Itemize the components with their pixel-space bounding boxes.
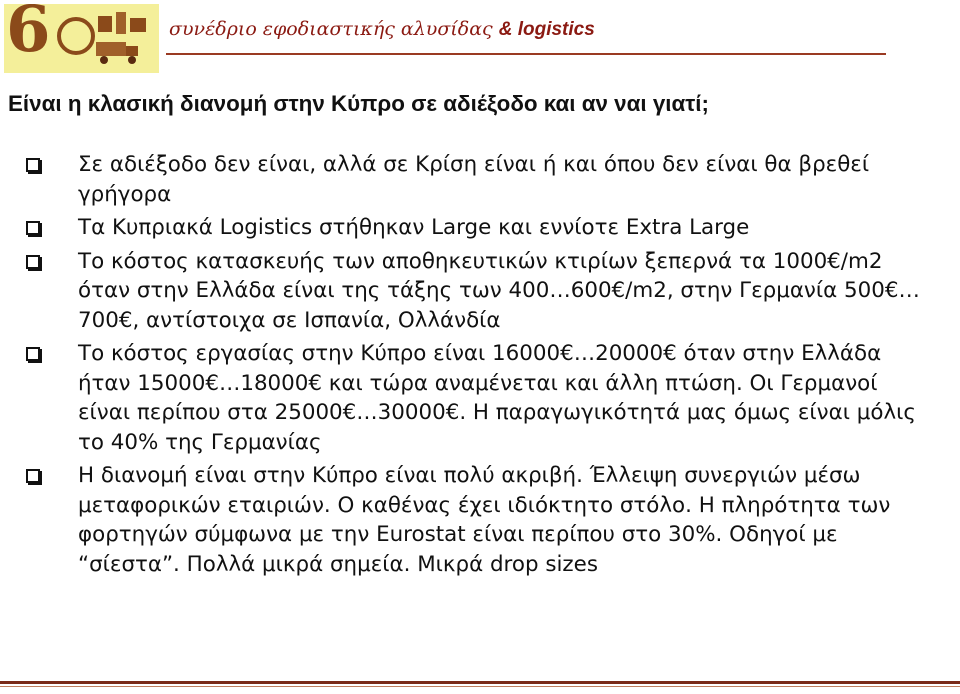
checkbox-bullet-icon	[26, 221, 40, 235]
conference-title-amp: & logistics	[498, 19, 595, 40]
bullet-text: Το κόστος εργασίας στην Κύπρο είναι 16000€…20000€ όταν στην Ελλάδα ήταν 15000€…18000€ και τώρα αναμένεται και άλλη πτώση. Οι Γερμανοί είναι περίπου στα 25000€…30000€. Η παραγωγικότητά μας όμως είναι μόλις το 40% της Γερμανίας	[78, 341, 916, 455]
bullet-item	[26, 461, 926, 579]
bullet-item	[26, 150, 926, 209]
header-divider	[166, 53, 886, 55]
bullet-text: Η διανομή είναι στην Κύπρο είναι πολύ ακριβή. Έλλειψη συνεργιών μέσω μεταφορικών εταιριών. Ο καθένας έχει ιδιόκτητο στόλο. Η πληρότητα των φορτηγών σύμφωνα με την Eurostat είναι περίπου στο 30%. Οδηγοί με “σίεστα”. Πολλά μικρά σημεία. Μικρά drop sizes	[78, 463, 891, 577]
checkbox-bullet-icon	[26, 255, 40, 269]
bullet-text: Τα Κυπριακά Logistics στήθηκαν Large και εννίοτε Extra Large	[78, 215, 750, 240]
footer-divider-thin	[0, 686, 960, 687]
logo-number: 6	[6, 4, 51, 67]
footer-divider	[0, 681, 960, 684]
bullet-item	[26, 247, 926, 336]
bullet-list	[26, 150, 926, 583]
bullet-text: Σε αδιέξοδο δεν είναι, αλλά σε Κρίση είναι ή και όπου δεν είναι θα βρεθεί γρήγορα	[78, 152, 870, 207]
bullet-item	[26, 339, 926, 457]
checkbox-bullet-icon	[26, 158, 40, 172]
slide-title: Είναι η κλασική διανομή στην Κύπρο σε αδιέξοδο και αν ναι γιατί;	[8, 91, 709, 116]
checkbox-bullet-icon	[26, 469, 40, 483]
bullet-text: Το κόστος κατασκευής των αποθηκευτικών κτιρίων ξεπερνά τα 1000€/m2 όταν στην Ελλάδα είναι της τάξης των 400…600€/m2, στην Γερμανία 500€…700€, αντίστοιχα σε Ισπανία, Ολλάνδία	[78, 248, 920, 333]
conference-title	[169, 18, 595, 41]
bullet-item	[26, 213, 926, 243]
conference-title-text: συνέδριο εφοδιαστικής αλυσίδας	[169, 18, 493, 40]
logistics-icons	[56, 8, 156, 70]
conference-logo	[4, 4, 159, 73]
checkbox-bullet-icon	[26, 347, 40, 361]
